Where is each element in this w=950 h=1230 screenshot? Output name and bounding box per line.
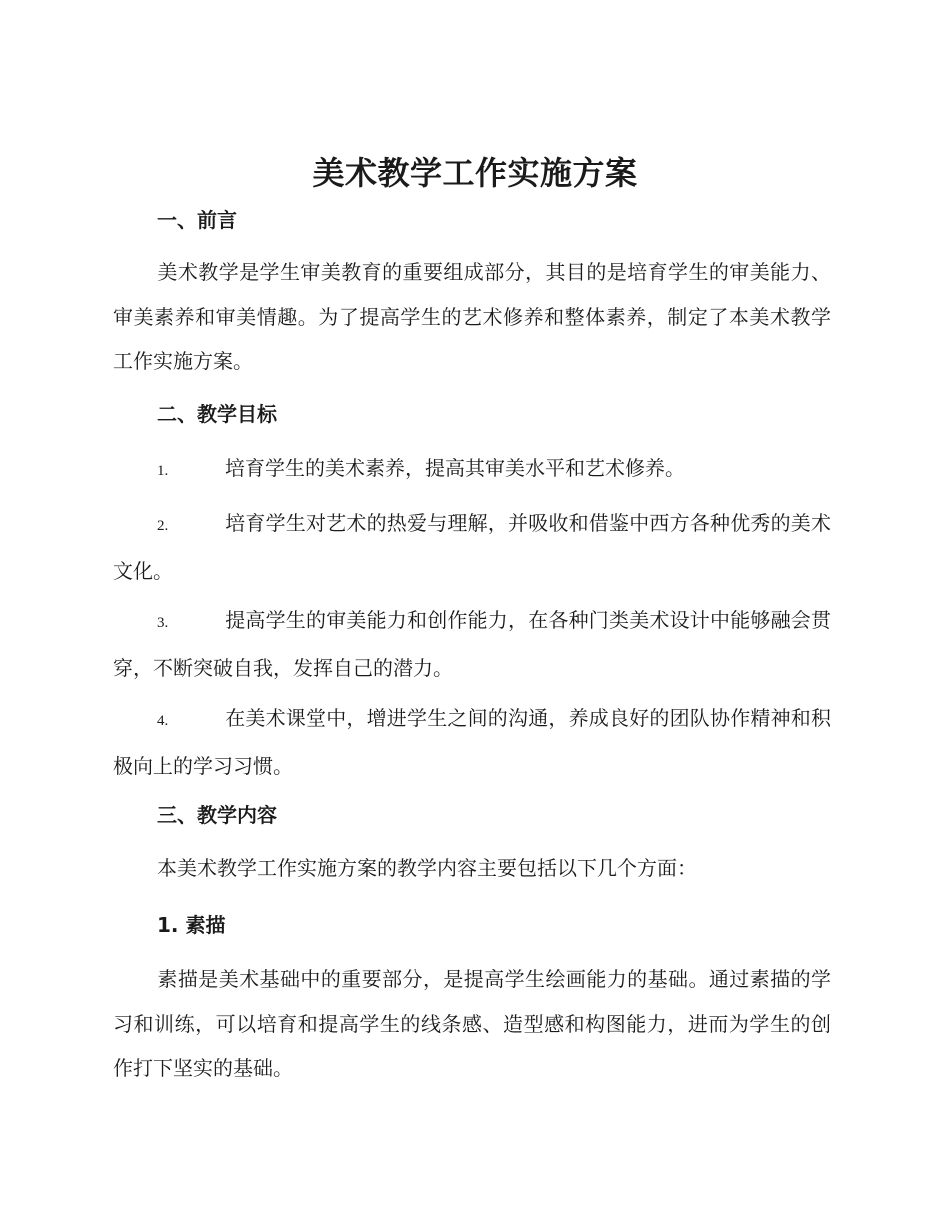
section-heading-content: 三、教学内容 bbox=[157, 803, 277, 827]
goal-item-text: 提高学生的审美能力和创作能力，在各种门类美术设计中能够融会贯穿，不断突破自我，发挥自己的潜力。 bbox=[113, 608, 831, 680]
goal-item-text: 在美术课堂中，增进学生之间的沟通，养成良好的团队协作精神和积极向上的学习习惯。 bbox=[113, 706, 831, 778]
preface-text: 美术教学是学生审美教育的重要组成部分，其目的是培育学生的审美能力、审美素养和审美情趣。为了提高学生的艺术修养和整体素养，制定了本美术教学工作实施方案。 bbox=[113, 260, 831, 373]
content-intro-text: 本美术教学工作实施方案的教学内容主要包括以下几个方面： bbox=[157, 856, 697, 880]
sketch-paragraph bbox=[113, 957, 831, 1091]
goal-item-number: 2. bbox=[157, 518, 169, 534]
goal-item-number: 4. bbox=[157, 713, 169, 729]
goal-item-number: 1. bbox=[157, 463, 169, 479]
goal-item-number: 3. bbox=[157, 615, 169, 631]
content-intro-paragraph bbox=[113, 846, 831, 891]
goal-item-2 bbox=[113, 501, 831, 593]
subsection-heading-sketch: 1. 素描 bbox=[157, 913, 226, 937]
goal-item-1 bbox=[113, 446, 831, 494]
preface-paragraph bbox=[113, 250, 831, 384]
document-title: 美术教学工作实施方案 bbox=[312, 154, 638, 192]
goal-item-4 bbox=[113, 696, 831, 788]
goal-item-3 bbox=[113, 598, 831, 690]
goal-item-text: 培育学生对艺术的热爱与理解，并吸收和借鉴中西方各种优秀的美术文化。 bbox=[113, 511, 831, 583]
sketch-text: 素描是美术基础中的重要部分，是提高学生绘画能力的基础。通过素描的学习和训练，可以培育和提高学生的线条感、造型感和构图能力，进而为学生的创作打下坚实的基础。 bbox=[113, 967, 831, 1080]
goal-item-text: 培育学生的美术素养，提高其审美水平和艺术修养。 bbox=[225, 456, 685, 480]
section-heading-preface: 一、前言 bbox=[157, 208, 237, 232]
section-heading-goals: 二、教学目标 bbox=[157, 402, 277, 426]
